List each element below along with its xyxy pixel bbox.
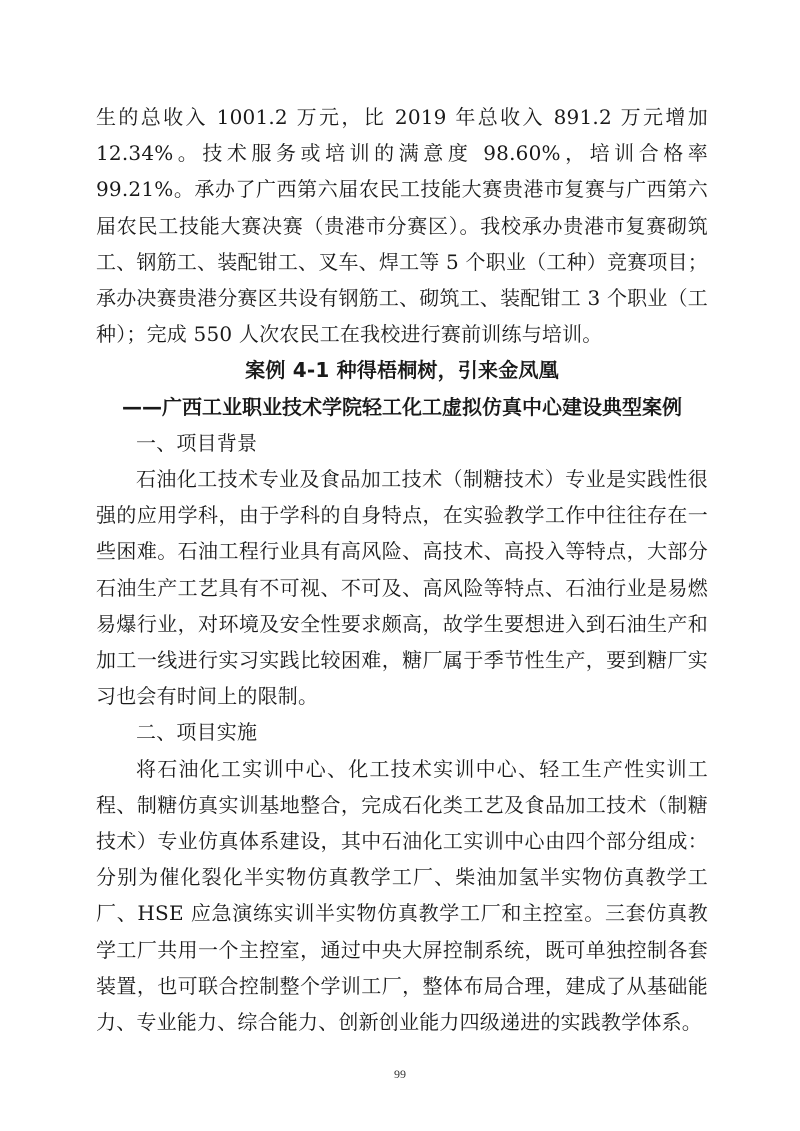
- paragraph-background: 石油化工技术专业及食品加工技术（制糖技术）专业是实践性很强的应用学科，由于学科的自身特点，在实验教学工作中往往存在一些困难。石油工程行业具有高风险、高技术、高投入等特点，大部分石油生产工艺具有不可视、不可及、高风险等特点、石油行业是易燃易爆行业，对环境及安全性要求颇高，故学生要想进入到石油生产和加工一线进行实习实践比较困难，糖厂属于季节性生产，要到糖厂实习也会有时间上的限制。: [96, 467, 708, 709]
- paragraph-income-summary: 生的总收入 1001.2 万元，比 2019 年总收入 891.2 万元增加12.34%。技术服务或培训的满意度 98.60%，培训合格率 99.21%。承办了广西第六届农民工技能大赛贵港市复赛与广西第六届农民工技能大赛决赛（贵港市分赛区）。我校承办贵港市复赛砌筑工、钢筋工、装配钳工、叉车、焊工等 5 个职业（工种）竞赛项目；承办决赛贵港分赛区共设有钢筋工、砌筑工、装配钳工 3 个职业（工种）；完成 550 人次农民工在我校进行赛前训练与培训。: [96, 105, 708, 347]
- case-subtitle: ——广西工业职业技术学院轻工化工虚拟仿真中心建设典型案例: [122, 394, 682, 419]
- section-heading-background: 一、项目背景: [136, 430, 258, 455]
- case-title: 案例 4-1 种得梧桐树，引来金凤凰: [245, 358, 559, 383]
- page-body: [96, 99, 708, 1040]
- paragraph-implementation: 将石油化工实训中心、化工技术实训中心、轻工生产性实训工程、制糖仿真实训基地整合，完成石化类工艺及食品加工技术（制糖技术）专业仿真体系建设，其中石油化工实训中心由四个部分组成：分别为催化裂化半实物仿真教学工厂、柴油加氢半实物仿真教学工厂、HSE 应急演练实训半实物仿真教学工厂和主控室。三套仿真教学工厂共用一个主控室，通过中央大屏控制系统，既可单独控制各套装置，也可联合控制整个学训工厂，整体布局合理，建成了从基础能力、专业能力、综合能力、创新创业能力四级递进的实践教学体系。: [96, 756, 708, 1035]
- page-number: 99: [394, 1067, 406, 1081]
- section-heading-implementation: 二、项目实施: [136, 720, 258, 745]
